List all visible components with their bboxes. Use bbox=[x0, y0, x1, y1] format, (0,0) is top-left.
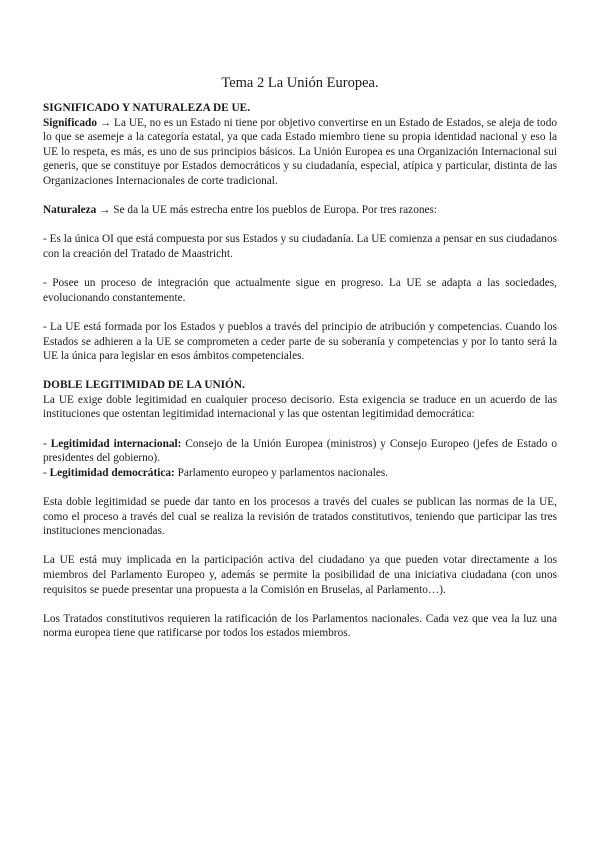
arrow: → bbox=[96, 204, 114, 217]
naturaleza-text: Se da la UE más estrecha entre los pueblos de Europa. Por tres razones: bbox=[113, 204, 438, 217]
legitimidad-democratica-label: Legitimidad democrática: bbox=[49, 466, 175, 479]
paragraph: Los Tratados constitutivos requieren la ratificación de los Parlamentos nacionales. Cada vez que vea la luz una norma europea tiene que ratificarse por todos los estados miembros. bbox=[43, 612, 557, 640]
legitimidad-internacional-label: Legitimidad internacional: bbox=[50, 437, 182, 450]
dash: - bbox=[43, 466, 50, 479]
dash: - bbox=[43, 437, 51, 450]
page-title: Tema 2 La Unión Europea. bbox=[221, 75, 379, 91]
legitimidad-democratica-item bbox=[43, 466, 557, 481]
significado-label: Significado bbox=[43, 116, 97, 129]
naturaleza-label: Naturaleza bbox=[43, 204, 97, 217]
legitimidad-democratica-text: Parlamento europeo y parlamentos nacionales. bbox=[174, 466, 389, 479]
significado-text: La UE, no es un Estado ni tiene por objetivo convertirse en un Estado de Estados, se aleja de todo lo que se asemeje a la categoría estatal, ya que cada Estado miembro tiene su propia identidad nacional y eso la UE lo respeta, es más, es uno de sus principios básicos. La Unión Europea es una Organización Internacional sui generis, que se constituye por Estados democráticos y su ciudadanía, especial, atípica y particular, distinta de las Organizaciones Internacionales de corte tradicional. bbox=[43, 116, 557, 187]
significado-paragraph bbox=[43, 116, 557, 189]
naturaleza-paragraph bbox=[43, 203, 557, 218]
paragraph: Esta doble legitimidad se puede dar tanto en los procesos a través del cuales se publican las normas de la UE, como el proceso a través del cual se realiza la revisión de tratados constitutivos, teniendo que participar las tres instituciones mencionadas. bbox=[43, 496, 557, 538]
document-page bbox=[43, 74, 557, 656]
reason-item: - La UE está formada por los Estados y pueblos a través del principio de atribución y competencias. Cuando los Estados se adhieren a la UE se comprometen a ceder parte de su soberanía y competencias y por lo tanto será la UE la única para legislar en esos ámbitos competenciales. bbox=[43, 320, 557, 363]
section-heading-legitimidad: DOBLE LEGITIMIDAD DE LA UNIÓN. bbox=[43, 379, 245, 392]
paragraph: La UE está muy implicada en la participación activa del ciudadano ya que pueden votar directamente a los miembros del Parlamento Europeo y, además se permite la posibilidad de una iniciativa ciudadana (con unos requisitos se puede presentar una propuesta a la Comisión en Bruselas, al Parlamento…). bbox=[43, 554, 557, 596]
reason-item: - Es la única OI que está compuesta por sus Estados y su ciudadanía. La UE comienza a pensar en sus ciudadanos con la creación del Tratado de Maastricht. bbox=[43, 233, 557, 260]
reason-item: - Posee un proceso de integración que actualmente sigue en progreso. La UE se adapta a las sociedades, evolucionando constantemente. bbox=[43, 277, 557, 304]
legitimidad-internacional-item bbox=[43, 437, 557, 466]
legitimidad-intro: La UE exige doble legitimidad en cualquier proceso decisorio. Esta exigencia se traduce en un acuerdo de las instituciones que ostentan legitimidad internacional y las que ostentan legitimidad democrática: bbox=[43, 393, 557, 421]
arrow: → bbox=[97, 116, 115, 129]
legitimidad-internacional-text: Consejo de la Unión Europea (ministros) y Consejo Europeo (jefes de Estado o presidentes del gobierno). bbox=[43, 437, 557, 465]
section-heading-significado: SIGNIFICADO Y NATURALEZA DE UE. bbox=[43, 102, 251, 114]
